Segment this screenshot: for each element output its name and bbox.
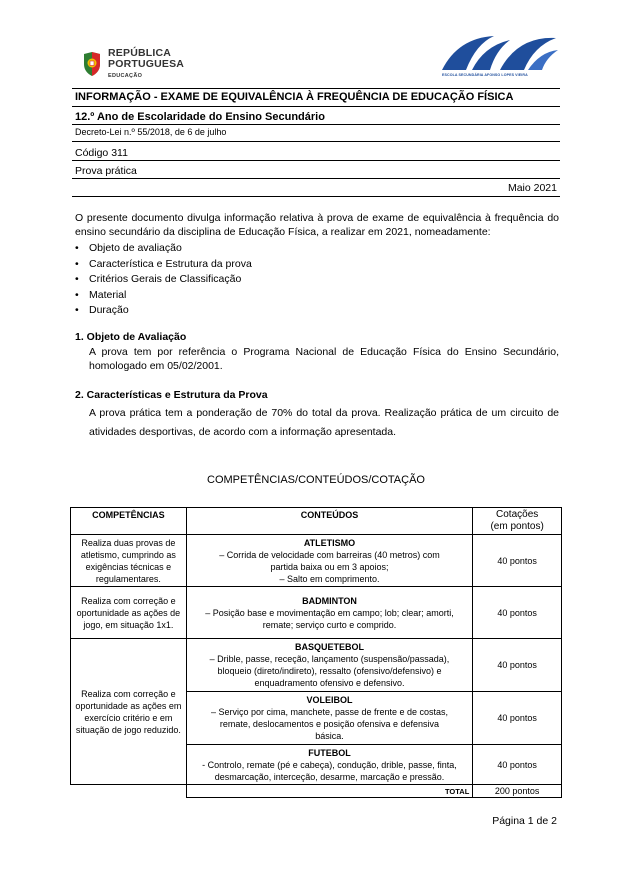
competency-cell: Realiza com correção e oportunidade as ações em exercício critério e em situação de jogo reduzido. — [71, 639, 187, 785]
list-item: • Duração — [75, 303, 252, 319]
exam-type: Prova prática — [75, 165, 137, 177]
list-item: • Objeto de avaliação — [75, 241, 252, 257]
divider — [72, 178, 560, 179]
list-item: • Material — [75, 288, 252, 304]
sport-name: VOLEIBOL — [306, 695, 353, 705]
total-points: 200 pontos — [473, 785, 562, 798]
content-cell: FUTEBOL - Controlo, remate (pé e cabeça), condução, drible, passe, finta, desmarcação, interceção, desarme, marcação e pressão. — [186, 745, 473, 785]
table-header-row — [71, 508, 562, 535]
divider — [72, 124, 560, 125]
school-name: ESCOLA SECUNDÁRIA AFONSO LOPES VIEIRA — [442, 73, 528, 77]
republic-name: REPÚBLICA PORTUGUESA — [108, 47, 185, 70]
table-row — [71, 587, 562, 639]
points-cell: 40 pontos — [473, 692, 562, 745]
section-2-text: A prova prática tem a ponderação de 70% do total da prova. Realização prática de um circuito de atividades desportivas, de acordo com a informação apresentada. — [89, 407, 559, 438]
school-logo — [436, 30, 560, 82]
section-2-title: 2. Características e Estrutura da Prova — [75, 389, 268, 401]
points-cell: 40 pontos — [473, 639, 562, 692]
sport-name: ATLETISMO — [303, 537, 356, 548]
exam-code: Código 311 — [75, 147, 128, 159]
decree-reference: Decreto-Lei n.º 55/2018, de 6 de julho — [75, 127, 227, 137]
sport-name: BADMINTON — [302, 595, 357, 606]
divider — [72, 196, 560, 197]
content-cell: ATLETISMO – Corrida de velocidade com barreiras (40 metros) com partida baixa ou em 3 apoios; – Salto em comprimento. — [186, 535, 473, 587]
table-total-row — [71, 785, 562, 798]
intro-paragraph: O presente documento divulga informação relativa à prova de exame de equivalência à frequência do ensino secundário da disciplina de Educação Física, a realizar em 2021, nomeadamente: — [75, 212, 559, 238]
content-cell: BASQUETEBOL – Drible, passe, receção, lançamento (suspensão/passada), bloqueio (direto/indireto), ressalto (ofensivo/defensivo) e enquadramento ofensivo e defensivo. — [186, 639, 473, 692]
points-cell: 40 pontos — [473, 587, 562, 639]
topics-list — [75, 241, 252, 319]
year-title: 12.º Ano de Escolaridade do Ensino Secundário — [75, 111, 325, 123]
table-row — [71, 535, 562, 587]
divider — [72, 160, 560, 161]
total-label: TOTAL — [186, 785, 473, 798]
competency-cell: Realiza duas provas de atletismo, cumprindo as exigências técnicas e regulamentares. — [71, 535, 187, 587]
content-cell: VOLEIBOL – Serviço por cima, manchete, passe de frente e de costas, remate, deslocamentos e posição ofensiva e defensiva básica. — [186, 692, 473, 745]
sport-name: FUTEBOL — [308, 747, 351, 758]
table-caption: COMPETÊNCIAS/CONTEÚDOS/COTAÇÃO — [207, 474, 425, 486]
school-emblem-icon — [436, 30, 560, 74]
exam-title: INFORMAÇÃO - EXAME DE EQUIVALÊNCIA À FREQUÊNCIA DE EDUCAÇÃO FÍSICA — [75, 91, 514, 103]
section-1-title: 1. Objeto de Avaliação — [75, 331, 187, 343]
divider — [72, 106, 560, 107]
list-item: • Característica e Estrutura da prova — [75, 257, 252, 273]
competency-cell: Realiza com correção e oportunidade as ações de jogo, em situação 1x1. — [71, 587, 187, 639]
column-header-conteudos: CONTEÚDOS — [186, 508, 473, 535]
sport-name: BASQUETEBOL — [294, 642, 364, 652]
document-date: Maio 2021 — [507, 182, 557, 194]
competencies-table — [70, 507, 562, 798]
table-row — [71, 639, 562, 692]
divider — [72, 141, 560, 142]
republica-portuguesa-logo — [82, 48, 192, 84]
points-cell: 40 pontos — [473, 535, 562, 587]
portuguese-emblem-icon — [82, 50, 102, 78]
column-header-cotacoes: Cotações (em pontos) — [473, 508, 562, 535]
divider — [72, 88, 560, 89]
column-header-competencias: COMPETÊNCIAS — [71, 508, 187, 535]
ministry-name: EDUCAÇÃO — [108, 73, 143, 79]
page-number: Página 1 de 2 — [492, 815, 557, 827]
points-cell: 40 pontos — [473, 745, 562, 785]
content-cell: BADMINTON – Posição base e movimentação em campo; lob; clear; amorti, remate; serviço curto e comprido. — [186, 587, 473, 639]
list-item: • Critérios Gerais de Classificação — [75, 272, 252, 288]
section-1-text: A prova tem por referência o Programa Nacional de Educação Física do Ensino Secundário, homologado em 05/02/2001. — [89, 346, 559, 372]
